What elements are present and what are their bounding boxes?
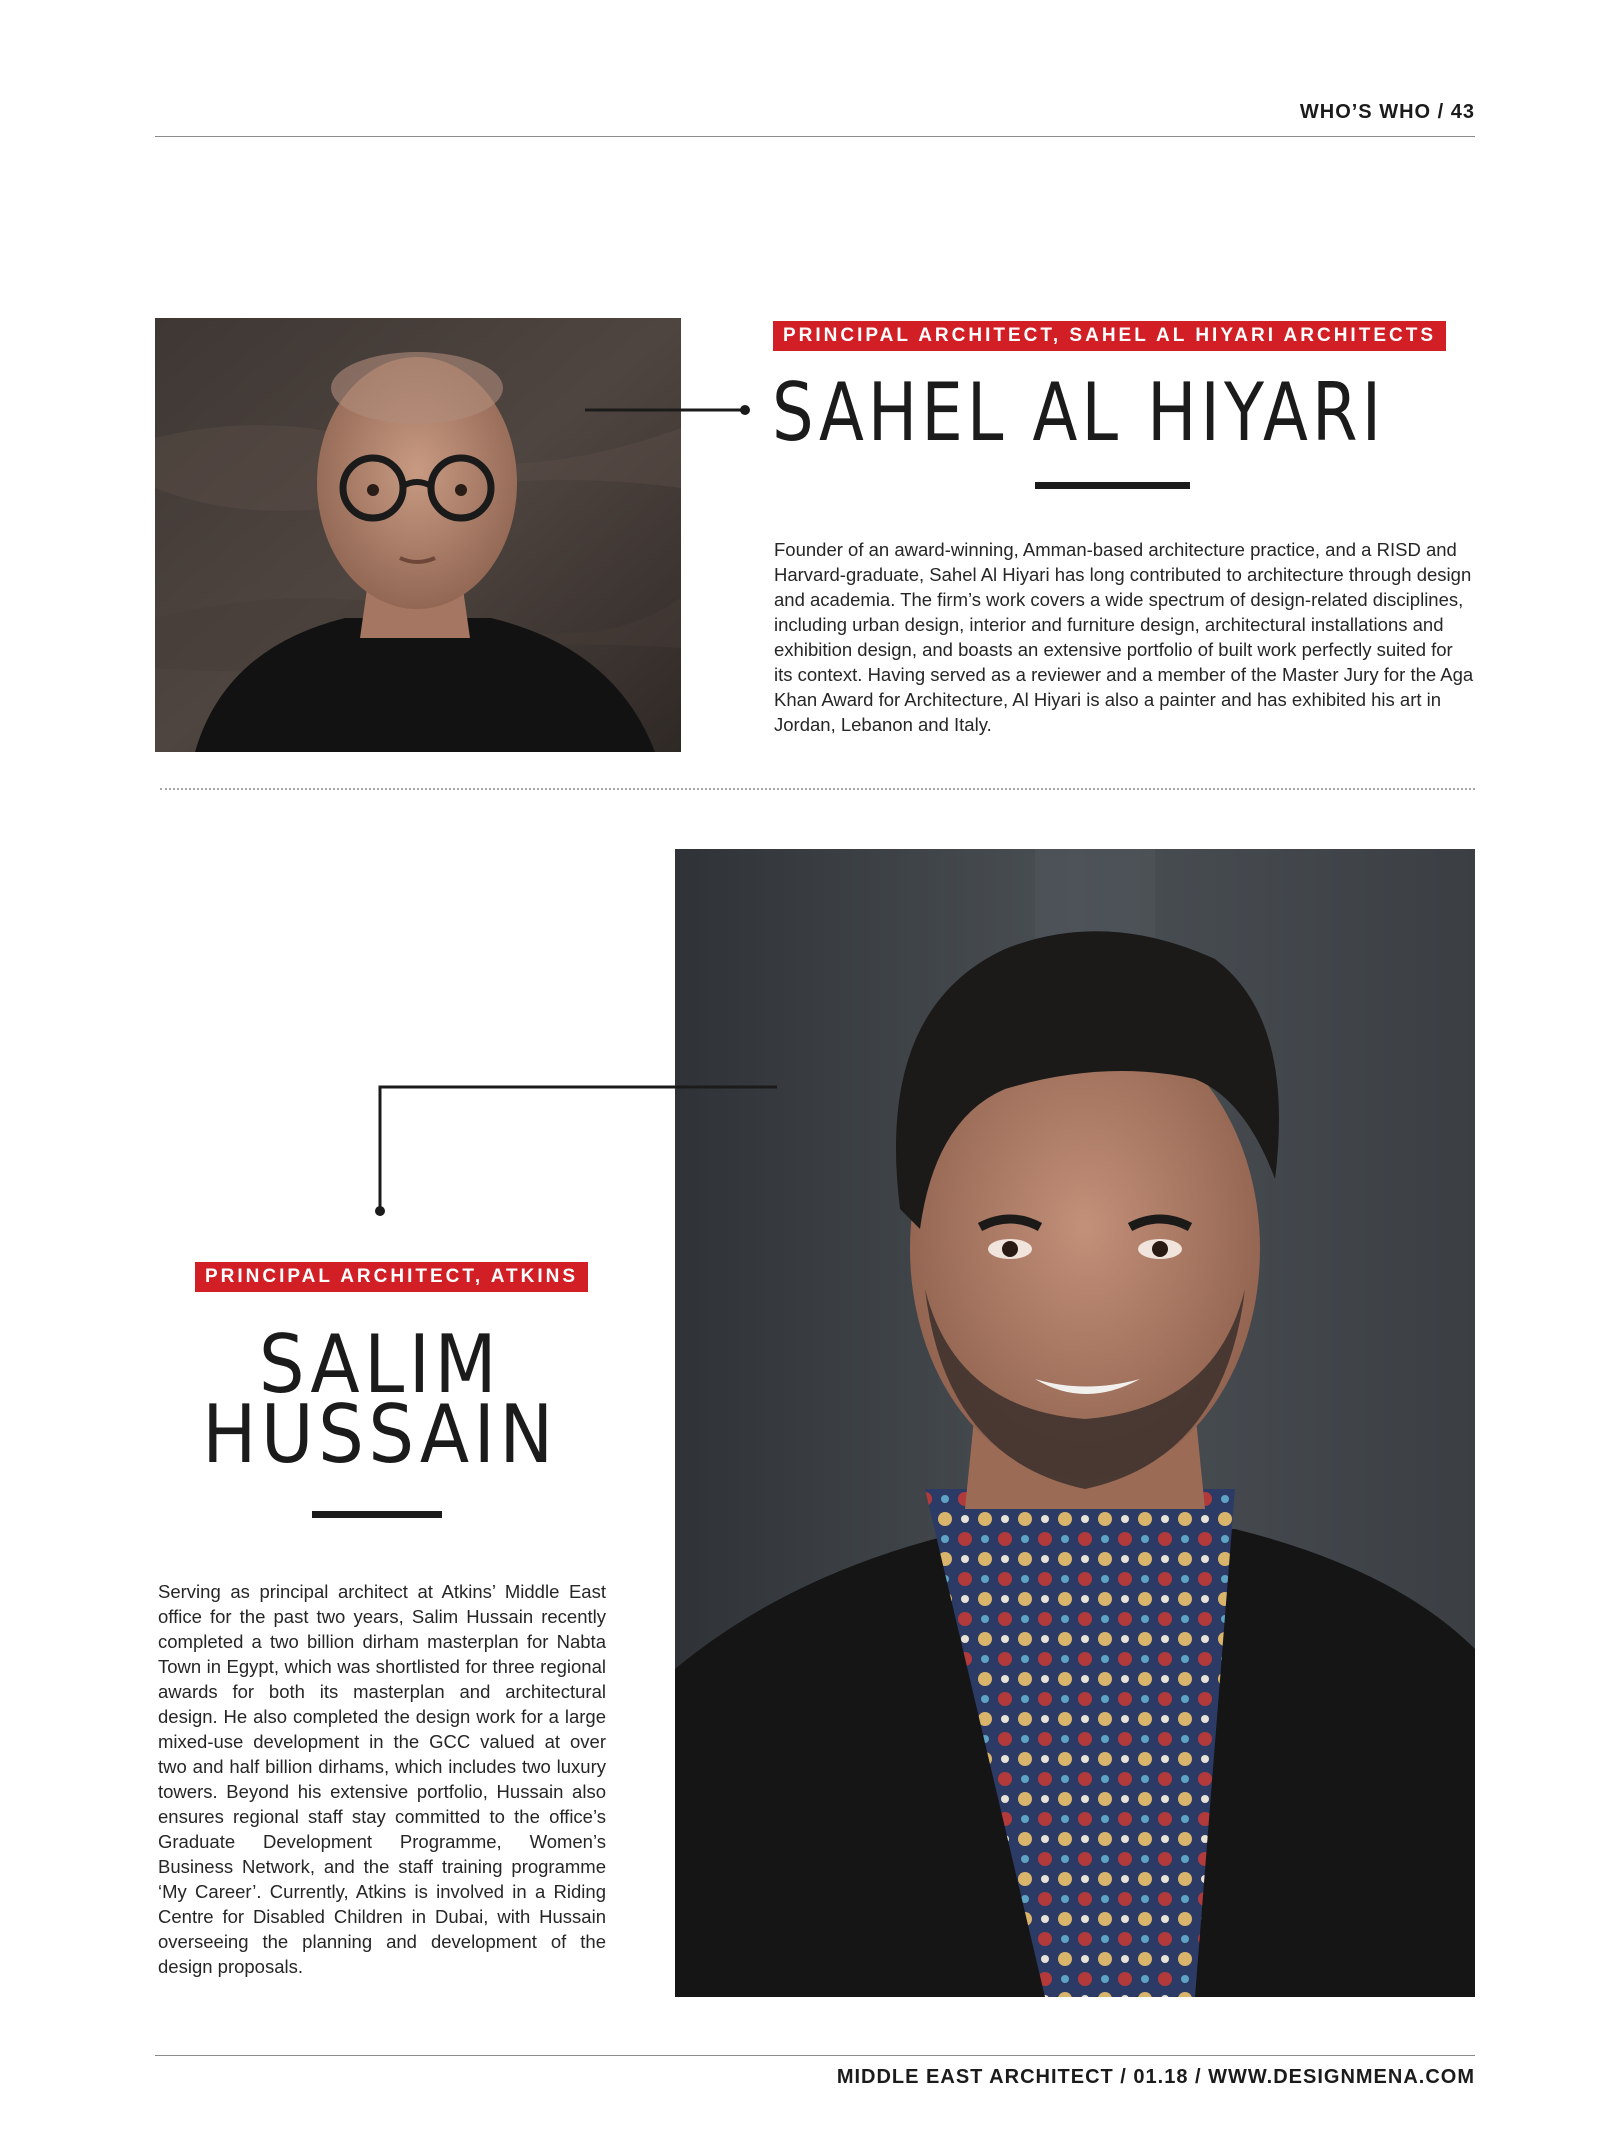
- role-label: PRINCIPAL ARCHITECT, SAHEL AL HIYARI ARCHITECTS: [773, 321, 1446, 351]
- connector-line-2: [372, 1083, 782, 1219]
- footer-publication: MIDDLE EAST ARCHITECT / 01.18 / WWW.DESIGNMENA.COM: [836, 2066, 1475, 2088]
- name-underline: [1035, 482, 1190, 489]
- name-line: HUSSAIN: [202, 1388, 558, 1481]
- profile-bio: Founder of an award-winning, Amman-based architecture practice, and a RISD and Harvard-graduate, Sahel Al Hiyari has long contributed to architecture through design and academia. The firm’s work covers a wide spectrum of design-related disciplines, including urban design, interior and furniture design, architectural installations and exhibition design, and boasts an extensive portfolio of built work perfectly suited for its context. Having served as a reviewer and a member of the Master Jury for the Aga Khan Award for Architecture, Al Hiyari is also a painter and has exhibited his art in Jordan, Lebanon and Italy.: [774, 539, 1474, 735]
- name-line: SAHEL AL HIYARI: [772, 366, 1386, 459]
- profile-name: [772, 368, 1385, 458]
- name-line: SALIM: [258, 1318, 502, 1411]
- portrait-salim-hussain: [675, 849, 1475, 1997]
- role-label: PRINCIPAL ARCHITECT, ATKINS: [195, 1262, 588, 1292]
- name-underline: [312, 1511, 442, 1518]
- page-folio: WHO’S WHO / 43: [1299, 101, 1475, 123]
- section-divider: [160, 788, 1475, 790]
- profile-bio: Serving as principal architect at Atkins’ Middle East office for the past two years, Salim Hussain recently completed a two billion dirham masterplan for Nabta Town in Egypt, which was shortlisted for three regional awards for both its masterplan and architectural design. He also completed the design work for a large mixed-use development in the GCC valued at over two and half billion dirhams, which includes two luxury towers. Beyond his extensive portfolio, Hussain also ensures regional staff stay committed to the office’s Graduate Development Programme, Women’s Business Network, and the staff training programme ‘My Career’. Currently, Atkins is involved in a Riding Centre for Disabled Children in Dubai, with Hussain overseeing the planning and development of the design proposals.: [158, 1581, 606, 1977]
- profile-name: [182, 1318, 578, 1481]
- portrait-sahel-al-hiyari: [155, 318, 681, 752]
- connector-line-1: [585, 403, 755, 417]
- footer-rule: [155, 2055, 1475, 2056]
- header-rule: [155, 136, 1475, 137]
